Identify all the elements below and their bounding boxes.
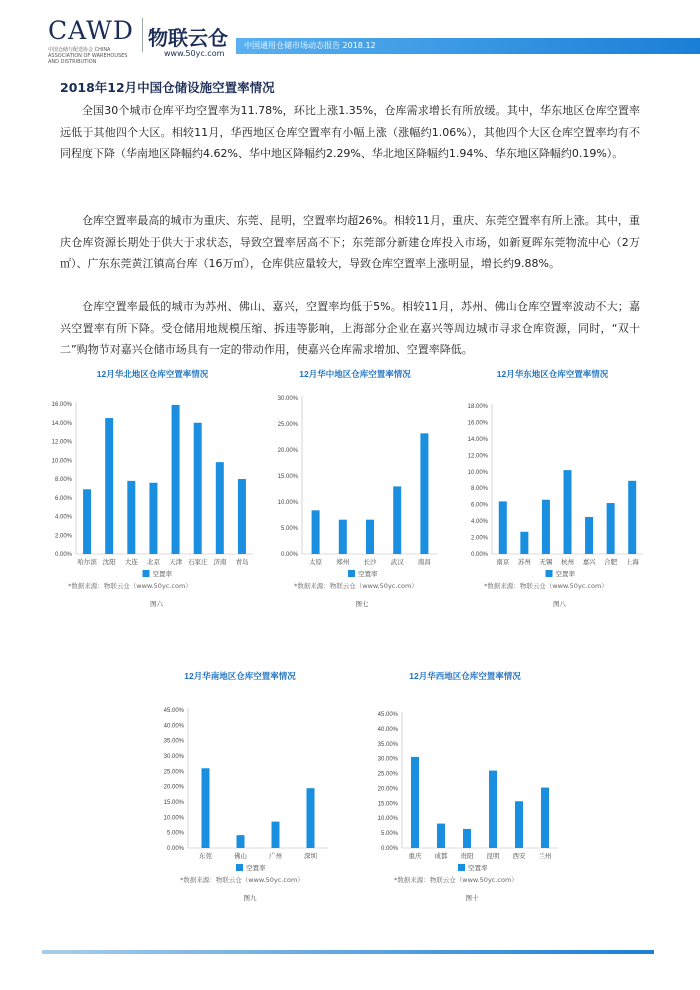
y-tick-label: 0.00% <box>54 552 72 558</box>
y-tick-label: 0.00% <box>280 552 298 558</box>
y-tick-label: 5.00% <box>380 831 398 838</box>
x-tick-label: 广州 <box>269 852 282 860</box>
source-note: *数据来源：物联云仓（www.50yc.com） <box>394 876 518 884</box>
figure-label: 图十 <box>465 894 479 902</box>
x-tick-label: 天津 <box>169 558 183 566</box>
figure-label: 图七 <box>355 600 369 608</box>
legend-swatch <box>236 864 243 871</box>
legend-label: 空置率 <box>468 864 488 872</box>
y-tick-label: 2.00% <box>470 535 488 542</box>
y-tick-label: 16.00% <box>467 420 488 427</box>
chart-title: 12月华北地区仓库空置率情况 <box>96 369 209 379</box>
bar <box>149 483 157 554</box>
y-tick-label: 40.00% <box>163 723 184 730</box>
x-tick-label: 贵阳 <box>460 852 474 860</box>
bar <box>172 405 180 554</box>
bar <box>411 757 419 848</box>
x-tick-label: 东莞 <box>199 852 212 860</box>
y-tick-label: 25.00% <box>163 769 184 776</box>
y-tick-label: 12.00% <box>51 439 72 446</box>
wulianyuncang-logo: 物联云仓 <box>148 26 228 50</box>
y-tick-label: 30.00% <box>163 754 184 760</box>
source-note: *数据来源：物联云仓（www.50yc.com） <box>294 582 418 590</box>
x-tick-label: 合肥 <box>604 558 618 566</box>
x-tick-label: 大连 <box>124 558 138 566</box>
y-tick-label: 4.00% <box>54 514 72 521</box>
x-tick-label: 无锡 <box>539 558 553 566</box>
y-tick-label: 30.00% <box>277 396 298 402</box>
bar <box>83 489 91 554</box>
x-tick-label: 太原 <box>309 558 323 566</box>
y-tick-label: 18.00% <box>467 404 488 410</box>
y-tick-label: 15.00% <box>163 800 184 806</box>
x-tick-label: 南京 <box>496 558 510 566</box>
figure-label: 图八 <box>553 600 566 608</box>
bar <box>489 771 497 848</box>
paragraph-2: 仓库空置率最高的城市为重庆、东莞、昆明，空置率均超26%。相较11月，重庆、东莞空置率有所上涨。其中，重庆仓库资源长期处于供大于求状态，导致空置率居高不下；东莞部分新建仓库投入市场，如新夏晖东莞物流中心（2万㎡）、广东东莞黄江镇高台库（16万㎡），仓库供应量较大，导致仓库空置率上涨明显，增长约9.88%。 <box>60 214 640 270</box>
y-tick-label: 20.00% <box>377 786 398 793</box>
wulianyuncang-logo-url: www.50yc.com <box>164 49 225 58</box>
bar <box>105 418 113 554</box>
y-tick-label: 6.00% <box>54 495 72 502</box>
cawd-logo: CAWD <box>48 16 134 45</box>
bar <box>499 501 507 554</box>
bar <box>564 470 572 554</box>
y-tick-label: 10.00% <box>163 815 184 822</box>
x-tick-label: 沈阳 <box>102 558 116 566</box>
y-tick-label: 25.00% <box>277 422 298 428</box>
bar <box>216 462 224 554</box>
y-tick-label: 4.00% <box>470 519 488 526</box>
y-tick-label: 35.00% <box>377 741 398 748</box>
bar <box>194 423 202 554</box>
x-tick-label: 成都 <box>434 852 448 860</box>
y-tick-label: 10.00% <box>277 500 298 506</box>
x-tick-label: 西安 <box>512 852 526 860</box>
legend-label: 空置率 <box>555 570 575 578</box>
x-tick-label: 嘉兴 <box>582 558 596 566</box>
x-tick-label: 郑州 <box>336 558 350 566</box>
y-tick-label: 25.00% <box>377 771 398 778</box>
figure-label: 图九 <box>243 894 257 902</box>
x-tick-label: 武汉 <box>390 558 404 566</box>
legend-swatch <box>348 570 355 577</box>
x-tick-label: 重庆 <box>408 852 422 860</box>
bar <box>463 829 471 848</box>
bar <box>127 481 135 554</box>
chart-title: 12月华中地区仓库空置率情况 <box>299 369 411 379</box>
x-tick-label: 石家庄 <box>187 558 208 566</box>
chart-title: 12月华西地区仓库空置率情况 <box>409 671 521 681</box>
y-tick-label: 0.00% <box>166 846 184 852</box>
bar <box>272 822 280 848</box>
y-tick-label: 15.00% <box>277 474 298 480</box>
chart-title: 12月华东地区仓库空置率情况 <box>496 369 609 379</box>
y-tick-label: 0.00% <box>470 552 488 558</box>
page-header <box>0 0 700 65</box>
footer-line <box>42 950 654 954</box>
bar <box>393 486 401 554</box>
x-tick-label: 上海 <box>625 558 639 566</box>
y-tick-label: 8.00% <box>470 486 488 493</box>
chart-central <box>260 360 450 610</box>
chart-north <box>40 360 265 610</box>
x-tick-label: 南昌 <box>417 558 431 566</box>
cawd-logo-subtitle: 中国仓储与配送协会 CHINA ASSOCIATION OF WAREHOUSES AND DISTRIBUTION <box>48 47 128 65</box>
x-tick-label: 长沙 <box>363 558 377 566</box>
bar <box>628 481 636 554</box>
x-tick-label: 青岛 <box>235 558 249 566</box>
source-note: *数据来源：物联云仓（www.50yc.com） <box>68 582 192 590</box>
legend-swatch <box>143 570 150 577</box>
y-tick-label: 0.00% <box>380 846 398 852</box>
y-tick-label: 15.00% <box>377 801 398 808</box>
y-tick-label: 10.00% <box>51 458 72 465</box>
figure-label: 图六 <box>150 600 163 608</box>
y-tick-label: 35.00% <box>163 738 184 745</box>
y-tick-label: 6.00% <box>470 502 488 509</box>
bar <box>542 500 550 554</box>
bar <box>520 532 528 554</box>
y-tick-label: 45.00% <box>163 708 184 714</box>
bar <box>366 520 374 554</box>
bar <box>238 479 246 554</box>
x-tick-label: 深圳 <box>304 852 317 860</box>
y-tick-label: 8.00% <box>54 477 72 483</box>
logo-divider <box>142 18 143 52</box>
legend-label: 空置率 <box>152 570 172 578</box>
report-title: 中国通用仓储市场动态报告 2018.12 <box>244 41 376 50</box>
y-tick-label: 5.00% <box>166 830 184 837</box>
x-tick-label: 兰州 <box>538 852 552 860</box>
x-tick-label: 济南 <box>213 558 227 566</box>
legend-label: 空置率 <box>358 570 378 578</box>
y-tick-label: 20.00% <box>277 448 298 454</box>
bar <box>437 824 445 848</box>
x-tick-label: 佛山 <box>234 852 247 860</box>
y-tick-label: 12.00% <box>467 453 488 460</box>
source-note: *数据来源：物联云仓（www.50yc.com） <box>180 876 304 884</box>
y-tick-label: 14.00% <box>467 436 488 443</box>
x-tick-label: 昆明 <box>486 852 500 860</box>
y-tick-label: 20.00% <box>163 784 184 791</box>
chart-east <box>450 360 655 610</box>
bar <box>541 788 549 848</box>
paragraph-3: 仓库空置率最低的城市为苏州、佛山、嘉兴，空置率均低于5%。相较11月，苏州、佛山仓库空置率波动不大；嘉兴空置率有所下降。受仓储用地规模压缩、拆违等影响，上海部分企业在嘉兴等周边城市寻求仓库资源，同时，“双十二”购物节对嘉兴仓储市场具有一定的带动作用，使嘉兴仓库需求增加、空置率降低。 <box>60 300 640 356</box>
bar <box>312 510 320 554</box>
bar <box>420 433 428 554</box>
legend-swatch <box>458 864 465 871</box>
x-tick-label: 哈尔滨 <box>77 558 97 566</box>
bar <box>585 517 593 554</box>
legend-label: 空置率 <box>246 864 266 872</box>
bar <box>339 520 347 554</box>
bar <box>202 768 210 848</box>
chart-title: 12月华南地区仓库空置率情况 <box>184 671 296 681</box>
bar <box>237 835 245 848</box>
y-tick-label: 14.00% <box>51 420 72 427</box>
y-tick-label: 16.00% <box>51 402 72 408</box>
y-tick-label: 30.00% <box>377 756 398 763</box>
paragraph-1: 全国30个城市仓库平均空置率为11.78%，环比上涨1.35%，仓库需求增长有所放缓。其中，华东地区仓库空置率远低于其他四个大区。相较11月，华西地区仓库空置率有小幅上涨（涨幅约1.06%），其他四个大区仓库空置率均有不同程度下降（华南地区降幅约4.62%、华中地区降幅约2.29%、华北地区降幅约1.94%、华东地区降幅约0.19%）。 <box>60 104 640 160</box>
section-title: 2018年12月中国仓储设施空置率情况 <box>60 80 275 95</box>
source-note: *数据来源：物联云仓（www.50yc.com） <box>484 582 608 590</box>
x-tick-label: 北京 <box>146 558 160 566</box>
y-tick-label: 45.00% <box>377 712 398 718</box>
legend-swatch <box>546 570 553 577</box>
bar <box>607 503 615 554</box>
y-tick-label: 2.00% <box>54 533 72 540</box>
x-tick-label: 苏州 <box>517 558 531 566</box>
y-tick-label: 40.00% <box>377 726 398 733</box>
x-tick-label: 杭州 <box>561 558 574 566</box>
chart-west <box>360 662 570 907</box>
y-tick-label: 10.00% <box>467 469 488 476</box>
chart-south <box>140 662 340 907</box>
y-tick-label: 5.00% <box>280 526 298 532</box>
bar <box>307 788 315 848</box>
y-tick-label: 10.00% <box>377 816 398 823</box>
bar <box>515 801 523 848</box>
